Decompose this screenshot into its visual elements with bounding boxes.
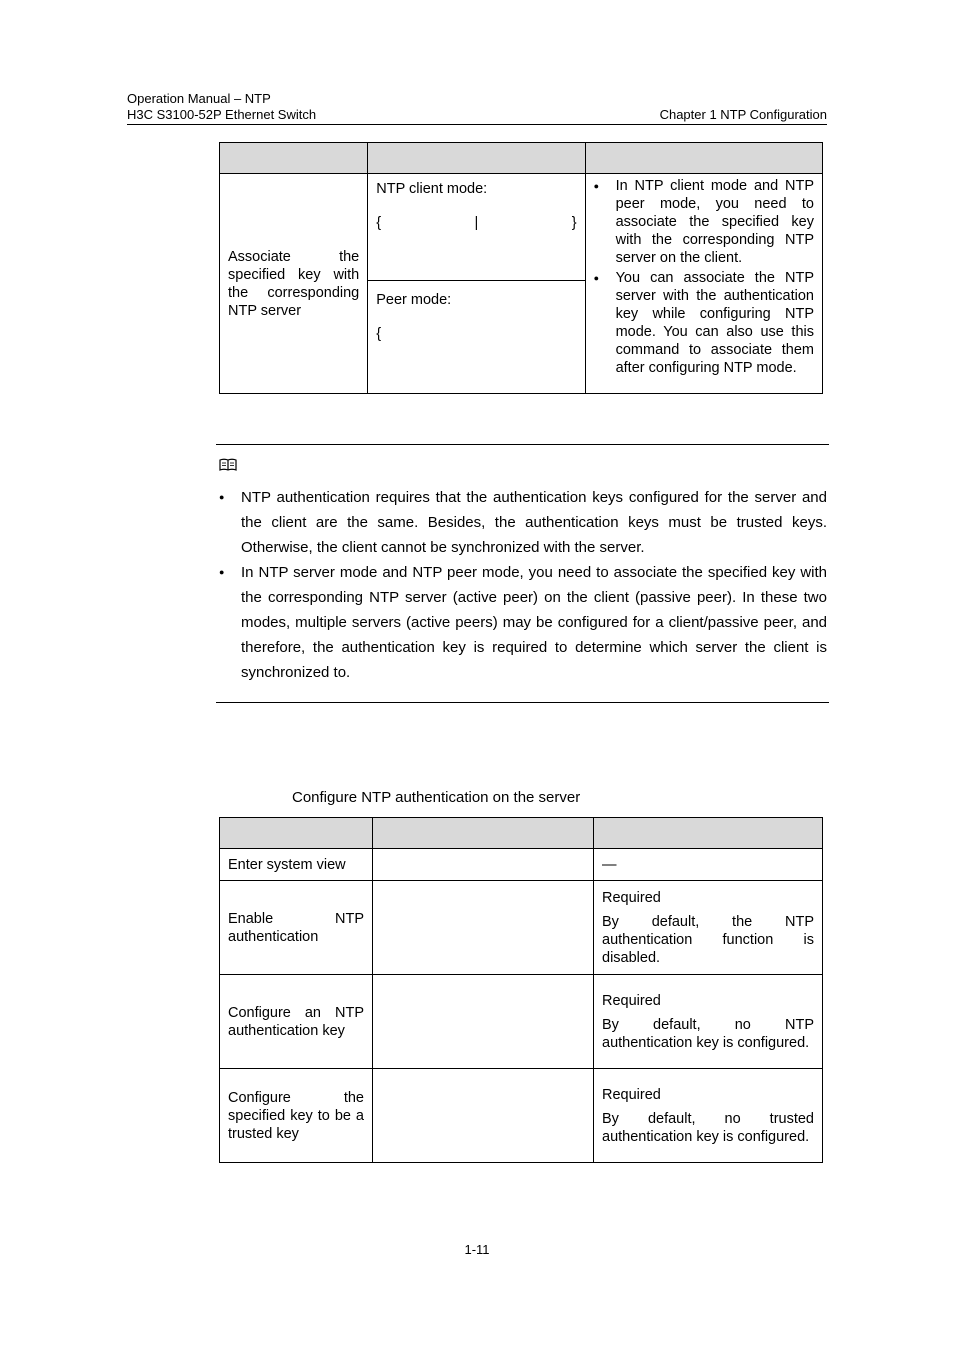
- operation-cell: [220, 881, 373, 975]
- remarks-detail: By default, the NTP authentication function is disabled.: [602, 913, 814, 966]
- client-mode-label: NTP client mode:: [376, 181, 488, 197]
- header-cell: [594, 818, 823, 849]
- manual-title: Operation Manual – NTP: [127, 91, 271, 106]
- table-row: [220, 174, 823, 281]
- note-item: ● In NTP server mode and NTP peer mode, you need to associate the specified key with the corresponding NTP server (active peer) on the client (passive peer). In these two modes, multiple servers (active peers) may be configured for a client/passive peer, and therefore, the authentication key is required to determine which server the client is synchronized to.: [219, 560, 827, 685]
- peer-brace-open: {: [376, 326, 382, 342]
- remarks-cell: [594, 1069, 823, 1163]
- remarks-detail: By default, no trusted authentication key is configured.: [602, 1110, 814, 1145]
- peer-mode-label: Peer mode:: [376, 292, 452, 308]
- running-header-left: [127, 91, 316, 123]
- table-row: [220, 1069, 823, 1163]
- page-number: 1-11: [464, 1242, 490, 1257]
- remarks-required: Required: [602, 889, 661, 906]
- remarks-cell: —: [594, 849, 823, 881]
- operation-cell: [220, 174, 368, 394]
- remark-item: ● In NTP client mode and NTP peer mode, you need to associate the specified key with the corresponding NTP server on the client.: [616, 177, 814, 267]
- header-cell: [220, 143, 368, 174]
- remarks-cell: [594, 881, 823, 975]
- client-mode-cell: [368, 174, 585, 281]
- product-name: H3C S3100-52P Ethernet Switch: [127, 107, 317, 122]
- note-divider-bottom: [216, 702, 829, 703]
- operation-text: Configure an NTP authentication key: [228, 1004, 364, 1039]
- header-cell: [368, 143, 585, 174]
- remarks-required: Required: [602, 992, 661, 1009]
- remarks-list: [594, 177, 814, 377]
- chapter-title: Chapter 1 NTP Configuration: [659, 107, 827, 122]
- operation-cell: Enter system view: [220, 849, 373, 881]
- remarks-detail: By default, no NTP authentication key is configured.: [602, 1016, 814, 1051]
- note-item: ● NTP authentication requires that the authentication keys configured for the server and the client are the same. Besides, the authentication keys must be trusted keys. Otherwise, the client cannot be synchronized with the server.: [219, 485, 827, 560]
- command-cell: [373, 849, 594, 881]
- table-row: [220, 881, 823, 975]
- remarks-cell: [585, 174, 822, 394]
- remarks-required: Required: [602, 1086, 661, 1103]
- client-pipe: |: [474, 215, 479, 231]
- client-brace-open: {: [376, 215, 382, 231]
- client-mode-command: [376, 214, 576, 232]
- table-caption: Configure NTP authentication on the server: [292, 789, 581, 806]
- header-divider: [127, 124, 827, 125]
- operation-cell: [220, 975, 373, 1069]
- book-icon: [219, 458, 237, 472]
- note-divider-top: [216, 444, 829, 445]
- command-cell: [373, 975, 594, 1069]
- table-row: [220, 975, 823, 1069]
- operation-text: Associate the specified key with the corresponding NTP server: [228, 248, 360, 319]
- header-cell: [220, 818, 373, 849]
- remark-item: ● You can associate the NTP server with the authentication key while configuring NTP mode. You can also use this command to associate them after configuring NTP mode.: [616, 269, 814, 377]
- command-cell: [373, 881, 594, 975]
- operation-text: Configure the specified key to be a trusted key: [228, 1089, 364, 1142]
- operation-cell: [220, 1069, 373, 1163]
- note-list: [219, 485, 827, 685]
- table-row: [220, 849, 823, 881]
- peer-mode-cell: [368, 281, 585, 394]
- client-brace-close: }: [571, 215, 577, 231]
- header-cell: [585, 143, 822, 174]
- config-table-associate-key: [219, 142, 823, 394]
- operation-text: Enable NTP authentication: [228, 910, 364, 945]
- config-table-server-auth: [219, 817, 823, 1163]
- table-header-row: [220, 143, 823, 174]
- table-header-row: [220, 818, 823, 849]
- header-cell: [373, 818, 594, 849]
- command-cell: [373, 1069, 594, 1163]
- remarks-cell: [594, 975, 823, 1069]
